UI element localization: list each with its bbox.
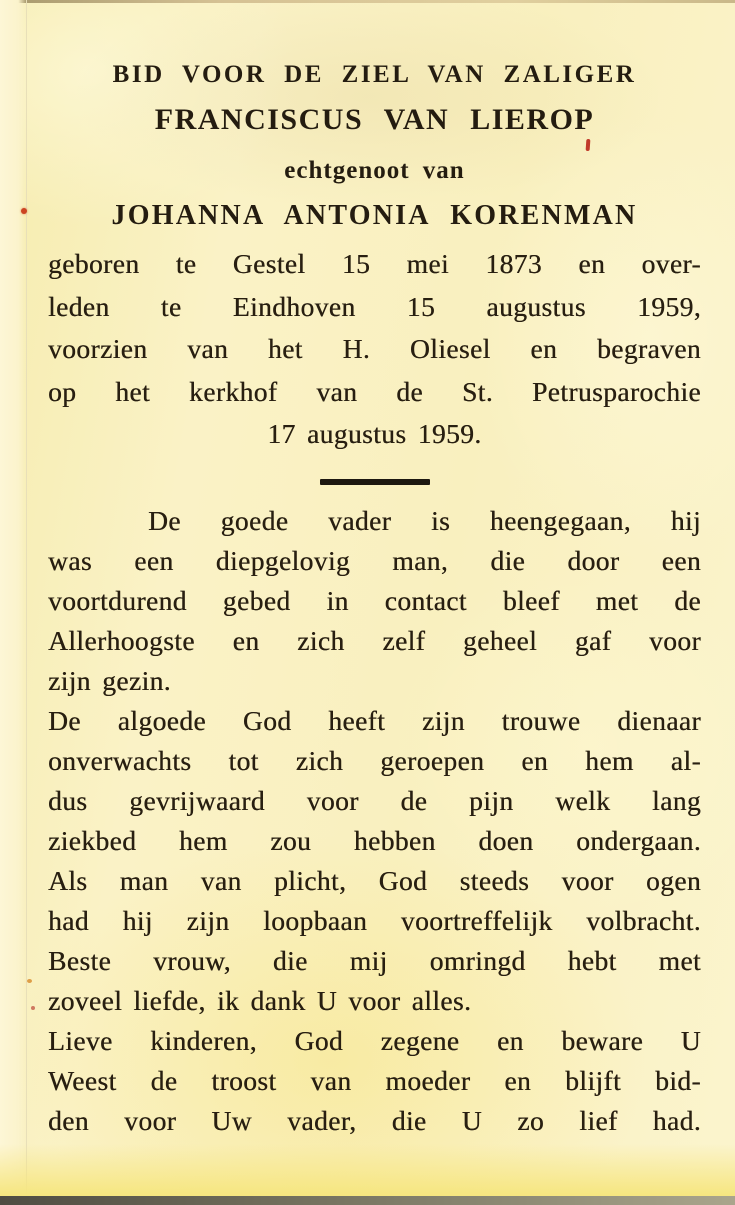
spouse-name: JOHANNA ANTONIA KORENMAN [111,200,638,231]
text-line: De algoede God heeft zijn trouwe dienaar [48,704,701,736]
deceased-name: FRANCISCUS VAN LIEROP [154,103,595,136]
text-line: De goede vader is heengegaan, hij [148,504,701,536]
text-line: Allerhoogste en zich zelf geheel gaf voor [48,624,701,656]
eulogy-paragraph-2 [48,701,701,941]
biography-line: leden te Eindhoven 15 augustus 1959, [48,290,701,322]
text-line: voortdurend gebed in contact bleef met de [48,584,701,616]
text-line: ziekbed hem zou hebben doen ondergaan. [48,824,701,856]
paper-edge-yellowing [0,1144,735,1196]
eulogy-paragraph-4 [48,1021,701,1141]
biography-line: geboren te Gestel 15 mei 1873 en over- [48,248,701,279]
divider-rule [320,479,430,485]
text-line: was een diepgelovig man, die door een [48,544,701,576]
text-line: had hij zijn loopbaan voortreffelijk volbracht. [48,904,701,936]
orange-ink-speck [27,979,32,983]
eulogy-paragraph-3 [48,941,701,1021]
text-line: onverwachts tot zich geroepen en hem al- [48,744,701,776]
burial-date-line: 17 augustus 1959. [267,418,482,449]
scan-background-strip [0,1196,735,1205]
text-line: Lieve kinderen, God zegene en beware U [48,1024,701,1056]
eulogy-text [48,501,701,1141]
text-line: zijn gezin. [48,664,171,696]
text-line: zoveel liefde, ik dank U voor alles. [48,984,472,1016]
text-line: den voor Uw vader, die U zo lief had. [48,1104,701,1136]
text-line: Weest de troost van moeder en blijft bid- [48,1064,701,1096]
eulogy-paragraph-1 [48,501,701,701]
prayer-heading: BID VOOR DE ZIEL VAN ZALIGER [112,61,637,88]
red-ink-speck [21,208,27,214]
red-ink-mark [586,139,591,151]
relation-line: echtgenoot van [284,157,465,184]
text-line: Beste vrouw, die mij omringd hebt met [48,944,701,976]
text-line: dus gevrijwaard voor de pijn welk lang [48,784,701,816]
biography-paragraph [48,243,701,456]
text-line: Als man van plicht, God steeds voor ogen [48,864,701,896]
biography-line: voorzien van het H. Oliesel en begraven [48,333,701,364]
red-ink-speck [31,1006,35,1010]
biography-line: op het kerkhof van de St. Petrusparochie [48,375,701,407]
